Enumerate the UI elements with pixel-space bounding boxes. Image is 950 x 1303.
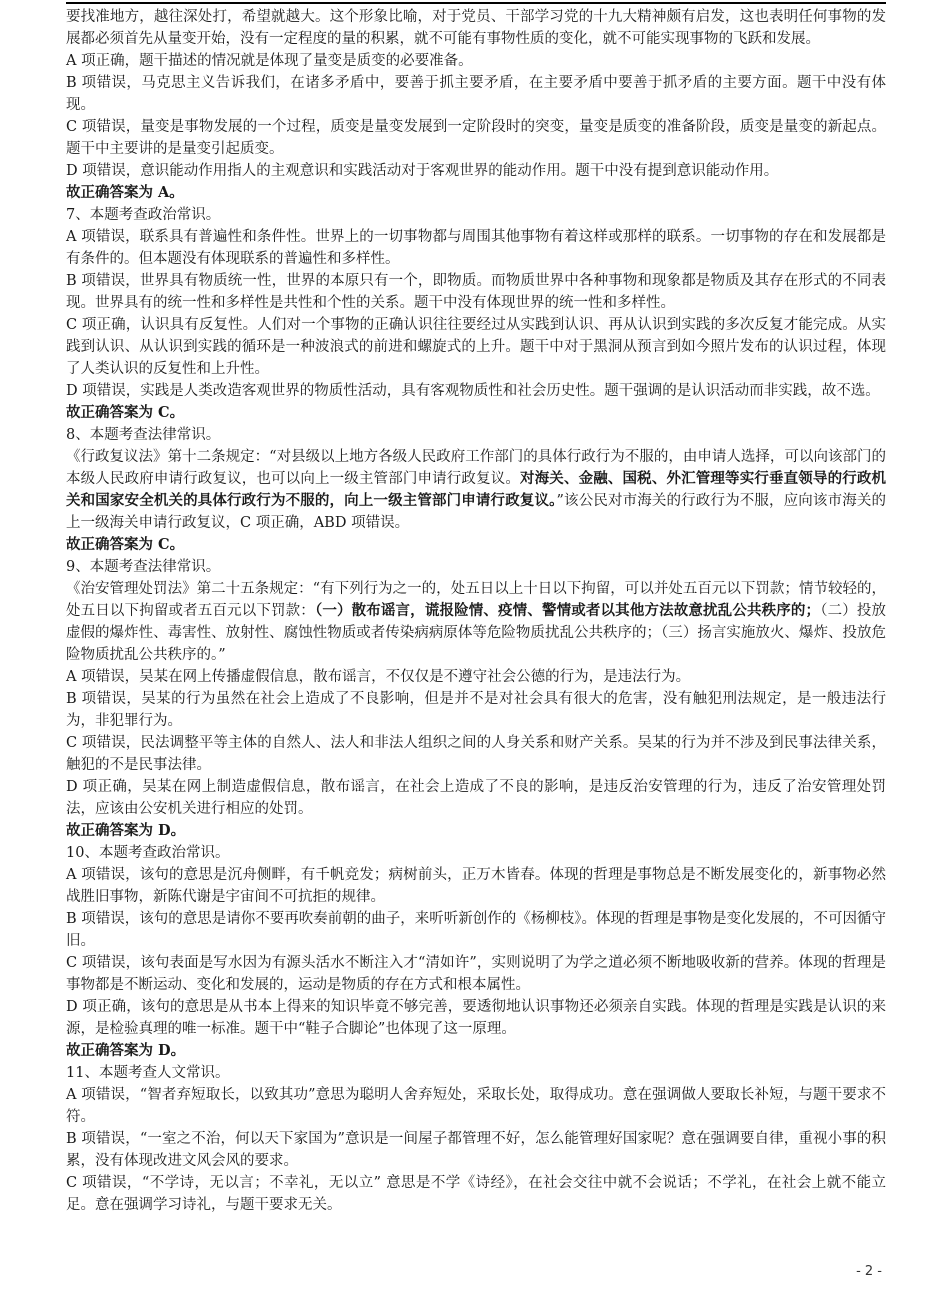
- page-number: - 2 -: [856, 1264, 882, 1279]
- text-run: B 项错误，吴某的行为虽然在社会上造成了不良影响，但是并不是对社会具有很大的危害，没有触犯刑法规定，是一般违法行为，非犯罪行为。: [66, 691, 886, 729]
- header-rule: [66, 2, 886, 4]
- bold-text: 故正确答案为 C。: [66, 536, 185, 553]
- text-run: C 项错误，量变是事物发展的一个过程，质变是量变发展到一定阶段时的突变，量变是质变的准备阶段，质变是量变的新起点。题干中主要讲的是量变引起质变。: [66, 119, 886, 157]
- paragraph: [66, 534, 886, 556]
- paragraph: [66, 1128, 886, 1172]
- bold-text: 故正确答案为 C。: [66, 404, 185, 421]
- text-run: 《治安管理处罚法》第二十五条规定：“有下列行为之一的，处五日以上十日以下拘留，可以并处五百元以下罚款；情节较轻的，处五日以下拘留或者五百元以下罚款：: [66, 581, 886, 619]
- text-run: 9、本题考查法律常识。: [66, 559, 221, 575]
- paragraph: [66, 270, 886, 314]
- paragraph: [66, 820, 886, 842]
- paragraph: [66, 446, 886, 534]
- paragraph: [66, 1040, 886, 1062]
- paragraph: [66, 116, 886, 160]
- text-run: 《行政复议法》第十二条规定：“对县级以上地方各级人民政府工作部门的具体行政行为不服的，由申请人选择，可以向该部门的本级人民政府申请行政复议，也可以向上一级主管部门申请行政复议。: [66, 449, 886, 487]
- bold-text: 故正确答案为 D。: [66, 822, 186, 839]
- text-run: C 项错误，民法调整平等主体的自然人、法人和非法人组织之间的人身关系和财产关系。吴某的行为并不涉及到民事法律关系，触犯的不是民事法律。: [66, 735, 886, 773]
- bold-text: 故正确答案为 A。: [66, 184, 184, 201]
- paragraph: [66, 402, 886, 424]
- bold-text: 故正确答案为 D。: [66, 1042, 186, 1059]
- paragraph: [66, 1084, 886, 1128]
- text-run: 8、本题考查法律常识。: [66, 427, 221, 443]
- paragraph: [66, 182, 886, 204]
- paragraph: [66, 996, 886, 1040]
- text-run: C 项错误，“不学诗，无以言；不幸礼，无以立” 意思是不学《诗经》，在社会交往中就不会说话；不学礼，在社会上就不能立足。意在强调学习诗礼，与题干要求无关。: [66, 1175, 886, 1213]
- text-run: 要找准地方，越往深处打，希望就越大。这个形象比喻，对于党员、干部学习党的十九大精神颇有启发，这也表明任何事物的发展都必须首先从量变开始，没有一定程度的量的积累，就不可能有事物性质的变化，就不可能实现事物的飞跃和发展。: [66, 9, 886, 47]
- text-run: B 项错误，马克思主义告诉我们，在诸多矛盾中，要善于抓主要矛盾，在主要矛盾中要善于抓矛盾的主要方面。题干中没有体现。: [66, 75, 886, 113]
- paragraph: [66, 952, 886, 996]
- text-run: A 项错误，联系具有普遍性和条件性。世界上的一切事物都与周围其他事物有着这样或那样的联系。一切事物的存在和发展都是有条件的。但本题没有体现联系的普遍性和多样性。: [66, 229, 886, 267]
- paragraph: [66, 6, 886, 50]
- paragraph: [66, 688, 886, 732]
- paragraph: [66, 842, 886, 864]
- text-run: 7、本题考查政治常识。: [66, 207, 221, 223]
- text-run: B 项错误，世界具有物质统一性，世界的本原只有一个，即物质。而物质世界中各种事物和现象都是物质及其存在形式的不同表现。世界具有的统一性和多样性是共性和个性的关系。题干中没有体现世界的统一性和多样性。: [66, 273, 886, 311]
- paragraph: [66, 732, 886, 776]
- text-run: B 项错误，该句的意思是请你不要再吹奏前朝的曲子，来听听新创作的《杨柳枝》。体现的哲理是事物是变化发展的，不可因循守旧。: [66, 911, 887, 949]
- text-run: A 项错误，该句的意思是沉舟侧畔，有千帆竞发；病树前头，正万木皆春。体现的哲理是事物总是不断发展变化的，新事物必然战胜旧事物，新陈代谢是宇宙间不可抗拒的规律。: [66, 867, 886, 905]
- text-run: （二）投放虚假的爆炸性、毒害性、放射性、腐蚀性物质或者传染病病原体等危险物质扰乱公共秩序的；（三）扬言实施放火、爆炸、投放危险物质扰乱公共秩序的。”: [66, 603, 887, 663]
- paragraph: [66, 380, 886, 402]
- paragraph: [66, 908, 886, 952]
- paragraph: [66, 314, 886, 380]
- text-run: C 项错误，该句表面是写水因为有源头活水不断注入才“清如许”，实则说明了为学之道必须不断地吸收新的营养。体现的哲理是事物都是不断运动、变化和发展的，运动是物质的存在方式和根本属性。: [66, 955, 886, 993]
- paragraph: [66, 776, 886, 820]
- bold-text: （一）散布谣言，谎报险情、疫情、警情或者以其他方法故意扰乱公共秩序的；: [314, 602, 821, 619]
- bold-text: 对海关、金融、国税、外汇管理等实行垂直领导的行政机关和国家安全机关的具体行政行为不服的，向上一级主管部门申请行政复议。: [66, 470, 887, 509]
- paragraph: [66, 72, 886, 116]
- text-run: C 项正确，认识具有反复性。人们对一个事物的正确认识往往要经过从实践到认识、再从认识到实践的多次反复才能完成。从实践到认识、从认识到实践的循环是一种波浪式的前进和螺旋式的上升。题干中对于黑洞从预言到如今照片发布的认识过程，体现了人类认识的反复性和上升性。: [66, 317, 886, 377]
- paragraph: [66, 204, 886, 226]
- paragraph: [66, 864, 886, 908]
- text-run: B 项错误，“一室之不治，何以天下家国为”意识是一间屋子都管理不好，怎么能管理好国家呢？意在强调要自律，重视小事的积累，没有体现改进文风会风的要求。: [66, 1131, 886, 1169]
- text-run: D 项正确，吴某在网上制造虚假信息，散布谣言，在社会上造成了不良的影响，是违反治安管理的行为，违反了治安管理处罚法，应该由公安机关进行相应的处罚。: [66, 779, 886, 817]
- paragraph: [66, 226, 886, 270]
- text-run: 11、本题考查人文常识。: [66, 1065, 230, 1081]
- paragraph: [66, 50, 886, 72]
- text-run: A 项错误，吴某在网上传播虚假信息，散布谣言，不仅仅是不遵守社会公德的行为，是违法行为。: [66, 669, 691, 685]
- paragraph: [66, 578, 886, 666]
- paragraph: [66, 556, 886, 578]
- text-run: D 项错误，意识能动作用指人的主观意识和实践活动对于客观世界的能动作用。题干中没有提到意识能动作用。: [66, 163, 779, 179]
- paragraph: [66, 1062, 886, 1084]
- text-run: A 项正确，题干描述的情况就是体现了量变是质变的必要准备。: [66, 53, 473, 69]
- text-run: A 项错误，“智者弃短取长，以致其功”意思为聪明人舍弃短处，采取长处，取得成功。意在强调做人要取长补短，与题干要求不符。: [66, 1087, 886, 1125]
- paragraph: [66, 666, 886, 688]
- paragraph: [66, 1172, 886, 1216]
- text-run: ”该公民对市海关的行政行为不服，应向该市海关的上一级海关申请行政复议，C 项正确，ABD 项错误。: [66, 493, 886, 531]
- text-run: 10、本题考查政治常识。: [66, 845, 230, 861]
- text-run: D 项正确，该句的意思是从书本上得来的知识毕竟不够完善，要透彻地认识事物还必须亲自实践。体现的哲理是实践是认识的来源，是检验真理的唯一标准。题干中“鞋子合脚论”也体现了这一原理。: [66, 999, 886, 1037]
- document-body: [66, 6, 886, 1216]
- paragraph: [66, 160, 886, 182]
- text-run: D 项错误，实践是人类改造客观世界的物质性活动，具有客观物质性和社会历史性。题干强调的是认识活动而非实践，故不选。: [66, 383, 880, 399]
- paragraph: [66, 424, 886, 446]
